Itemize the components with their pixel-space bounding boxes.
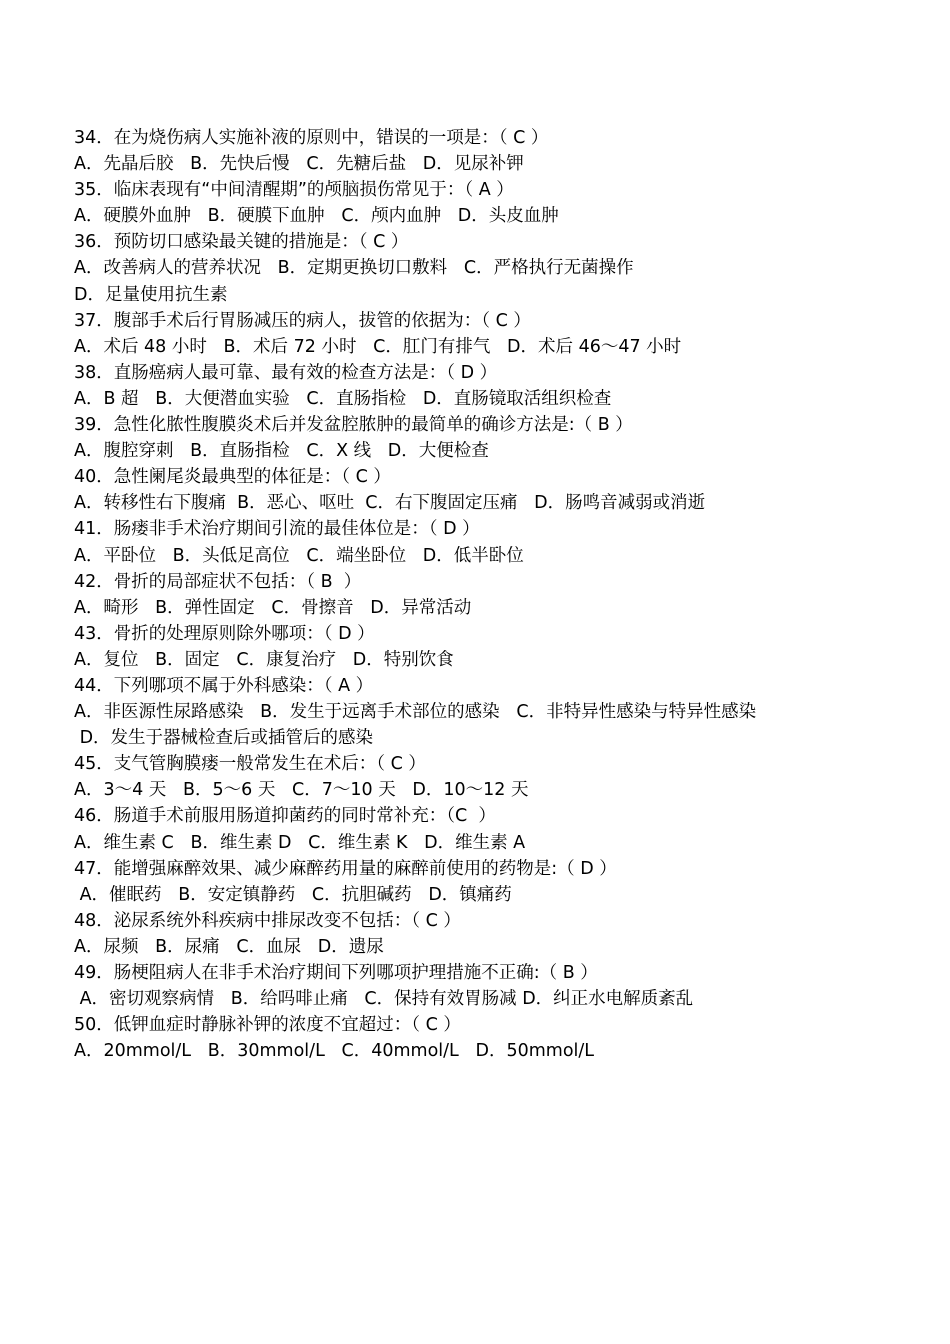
question-50-options: A．20mmol/L B．30mmol/L C．40mmol/L D．50mmol/L xyxy=(74,1041,595,1062)
question-46-stem: 46．肠道手术前服用肠道抑菌药的同时常补充：（C ） xyxy=(74,806,496,827)
question-39-stem: 39．急性化脓性腹膜炎术后并发盆腔脓肿的最简单的确诊方法是:（ B ） xyxy=(74,415,633,436)
question-36-options-cont: D．足量使用抗生素 xyxy=(74,284,228,305)
question-38-stem: 38．直肠癌病人最可靠、最有效的检查方法是：（ D ） xyxy=(74,362,498,383)
question-34-stem: 34．在为烧伤病人实施补液的原则中，错误的一项是：（ C ） xyxy=(74,128,549,148)
question-44-options: A．非医源性尿路感染 B．发生于远离手术部位的感染 C．非特异性感染与特异性感染 xyxy=(74,702,757,723)
question-49-options: A．密切观察病情 B．给吗啡止痛 C．保持有效胃肠减 D．纠正水电解质紊乱 xyxy=(74,989,694,1010)
question-35-stem: 35．临床表现有“中间清醒期”的颅脑损伤常见于：（ A ） xyxy=(74,180,514,201)
question-41-options: A．平卧位 B．头低足高位 C．端坐卧位 D．低半卧位 xyxy=(74,545,524,566)
question-39-options: A．腹腔穿刺 B．直肠指检 C．X 线 D．大便检查 xyxy=(74,441,489,462)
question-38-options: A．B 超 B．大便潜血实验 C．直肠指检 D．直肠镜取活组织检查 xyxy=(74,388,612,409)
question-35-options: A．硬膜外血肿 B．硬膜下血肿 C．颅内血肿 D．头皮血肿 xyxy=(74,206,559,227)
question-45-options: A．3～4 天 B．5～6 天 C．7～10 天 D．10～12 天 xyxy=(74,780,529,801)
question-36-stem: 36．预防切口感染最关键的措施是：（ C ） xyxy=(74,232,409,253)
question-37-options: A．术后 48 小时 B．术后 72 小时 C．肛门有排气 D．术后 46～47 小时 xyxy=(74,336,682,357)
question-44-options-cont: D．发生于器械检查后或插管后的感染 xyxy=(74,728,374,749)
question-48-stem: 48．泌尿系统外科疾病中排尿改变不包括：（ C ） xyxy=(74,910,461,931)
question-40-options: A．转移性右下腹痛 B．恶心、呕吐 C．右下腹固定压痛 D．肠鸣音减弱或消逝 xyxy=(74,493,706,514)
question-42-options: A．畸形 B．弹性固定 C．骨擦音 D．异常活动 xyxy=(74,597,472,618)
question-40-stem: 40．急性阑尾炎最典型的体征是：（ C ） xyxy=(74,467,391,488)
question-49-stem: 49．肠梗阻病人在非手术治疗期间下列哪项护理措施不正确:（ B ） xyxy=(74,963,598,983)
question-47-options: A．催眠药 B．安定镇静药 C．抗胆碱药 D．镇痛药 xyxy=(74,884,512,905)
question-45-stem: 45．支气管胸膜瘘一般常发生在术后：（ C ） xyxy=(74,754,426,775)
question-47-stem: 47．能增强麻醉效果、减少麻醉药用量的麻醉前使用的药物是:（ D ） xyxy=(74,858,617,879)
question-list xyxy=(74,125,914,1064)
question-46-options: A．维生素 C B．维生素 D C．维生素 K D．维生素 A xyxy=(74,832,526,853)
question-48-options: A．尿频 B．尿痛 C．血尿 D．遗尿 xyxy=(74,936,384,957)
question-36-options: A．改善病人的营养状况 B．定期更换切口敷料 C．严格执行无菌操作 xyxy=(74,258,634,279)
question-41-stem: 41．肠瘘非手术治疗期间引流的最佳体位是：（ D ） xyxy=(74,519,480,540)
question-42-stem: 42．骨折的局部症状不包括：（ B ） xyxy=(74,571,362,592)
question-43-stem: 43．骨折的处理原则除外哪项：（ D ） xyxy=(74,623,375,644)
question-43-options: A．复位 B．固定 C．康复治疗 D．特别饮食 xyxy=(74,649,454,670)
question-37-stem: 37．腹部手术后行胃肠减压的病人，拔管的依据为：（ C ） xyxy=(74,310,531,331)
question-44-stem: 44．下列哪项不属于外科感染：（ A ） xyxy=(74,675,374,696)
question-50-stem: 50．低钾血症时静脉补钾的浓度不宜超过：（ C ） xyxy=(74,1015,461,1036)
question-34-options: A．先晶后胶 B．先快后慢 C．先糖后盐 D．见尿补钾 xyxy=(74,154,524,175)
